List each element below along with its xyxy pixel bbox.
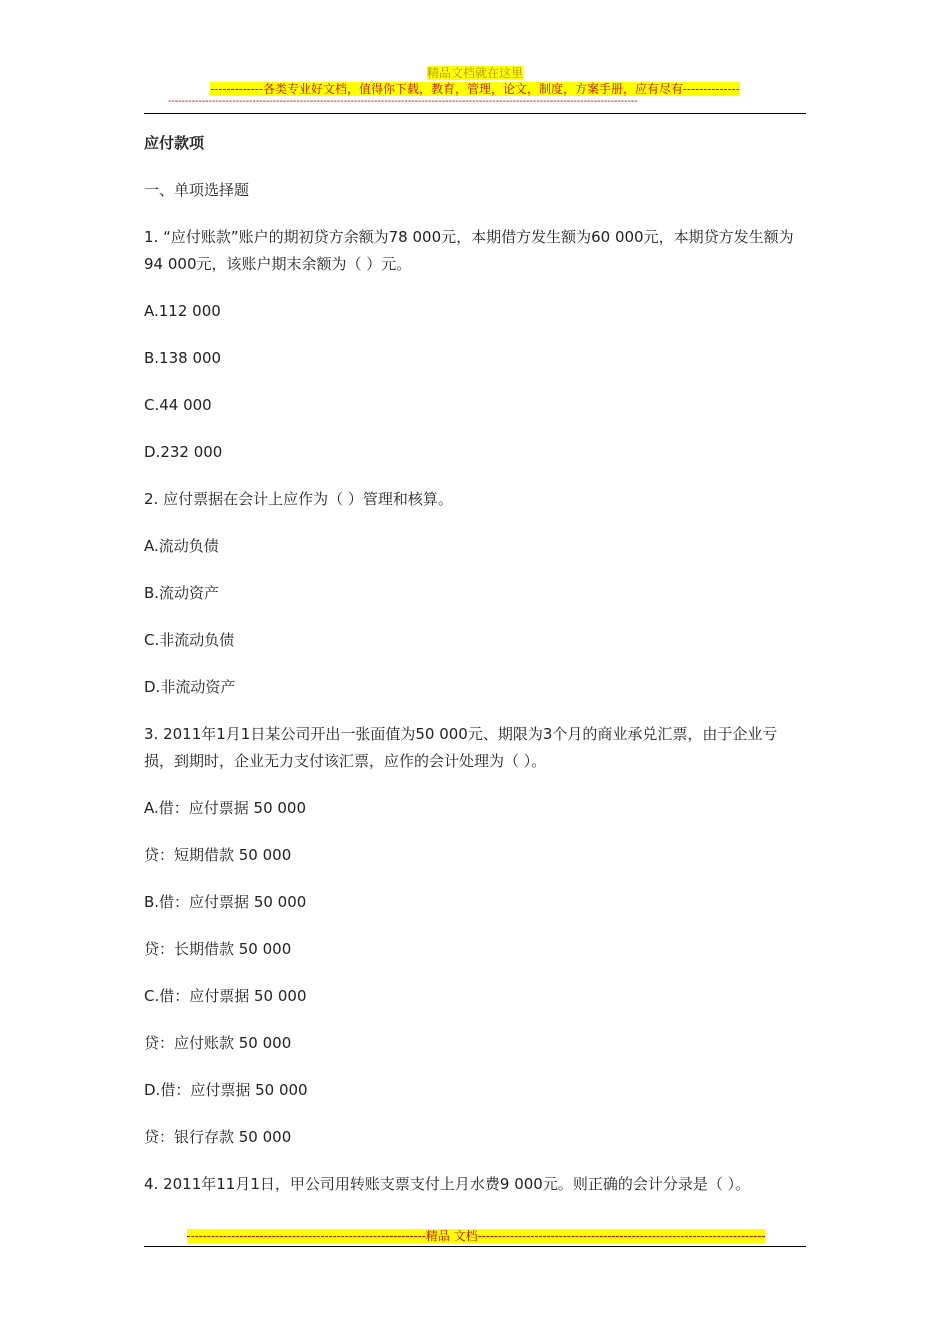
q3-option-c-credit: 贷：应付账款 50 000: [144, 1034, 292, 1052]
document-title: 应付款项: [144, 134, 205, 152]
footer-banner-text: -----------------------------------------------------------精品 文档-----------------------------------------------------------------------: [186, 1229, 766, 1243]
question-3: 3. 2011年1月1日某公司开出一张面值为50 000元、期限为3个月的商业承兑汇票，由于企业亏损，到期时，企业无力支付该汇票，应作的会计处理为（ ）。: [144, 725, 778, 770]
q1-option-c: C.44 000: [144, 396, 212, 414]
q3-option-a-debit: A.借：应付票据 50 000: [144, 799, 307, 817]
document-body: [144, 130, 806, 1218]
q1-option-d: D.232 000: [144, 443, 223, 461]
q2-option-c: C.非流动负债: [144, 631, 235, 649]
header-rule: [144, 113, 806, 114]
q2-option-a: A.流动负债: [144, 537, 219, 555]
question-1: 1. “应付账款”账户的期初贷方余额为78 000元，本期借方发生额为60 000元，本期贷方发生额为94 000元，该账户期末余额为（ ）元。: [144, 228, 794, 273]
footer-rule: [144, 1246, 806, 1247]
q3-option-a-credit: 贷：短期借款 50 000: [144, 846, 292, 864]
header-banner-title: [0, 65, 950, 81]
header-banner-slogan: [0, 81, 950, 97]
question-4: 4. 2011年11月1日，甲公司用转账支票支付上月水费9 000元。则正确的会计分录是（ ）。: [144, 1175, 751, 1193]
header-dashes: -------------------------------------------------------------------------------------------------------------------------------------------: [168, 96, 638, 107]
q2-option-d: D.非流动资产: [144, 678, 236, 696]
q3-option-d-credit: 贷：银行存款 50 000: [144, 1128, 292, 1146]
footer-banner: [166, 1228, 786, 1244]
q3-option-c-debit: C.借：应付票据 50 000: [144, 987, 307, 1005]
question-2: 2. 应付票据在会计上应作为（ ）管理和核算。: [144, 490, 453, 508]
q1-option-b: B.138 000: [144, 349, 222, 367]
q3-option-b-debit: B.借：应付票据 50 000: [144, 893, 307, 911]
section-heading: 一、单项选择题: [144, 181, 250, 199]
q3-option-d-debit: D.借：应付票据 50 000: [144, 1081, 308, 1099]
header-banner-slogan-text: -------------各类专业好文档，值得你下载，教育，管理，论文，制度，方案手册，应有尽有--------------: [210, 82, 740, 96]
q1-option-a: A.112 000: [144, 302, 221, 320]
q2-option-b: B.流动资产: [144, 584, 220, 602]
header-banner-title-text: 精品文档就在这里: [426, 66, 523, 80]
q3-option-b-credit: 贷：长期借款 50 000: [144, 940, 292, 958]
